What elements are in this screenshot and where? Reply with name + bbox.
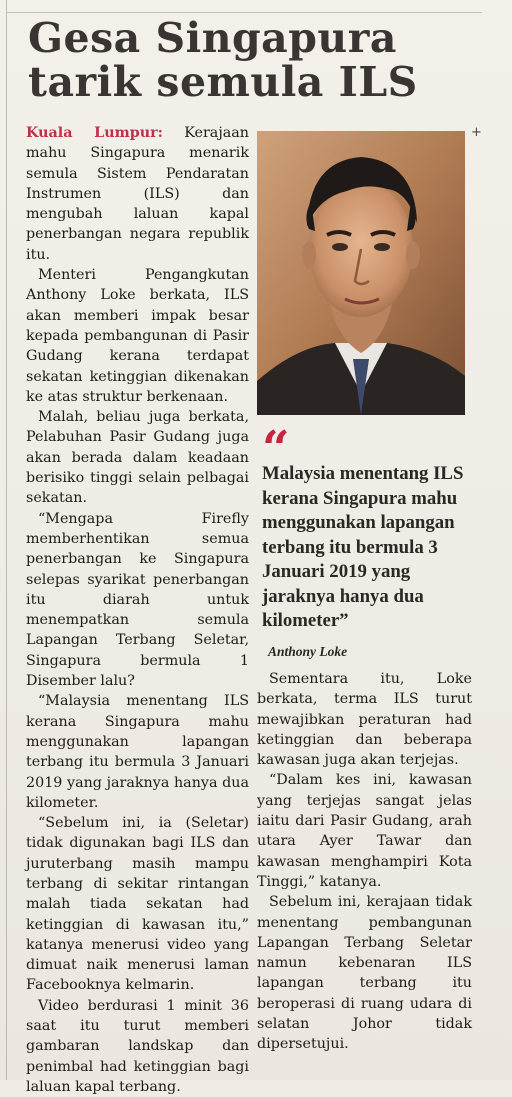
lead-text: Kerajaan mahu Singapura menarik semula Sistem Pendaratan Instrumen (ILS) dan mengubah laluan kapal penerbangan negara republik itu. (26, 125, 250, 263)
pull-quote (262, 421, 472, 660)
quote-mark-icon: “ (262, 421, 290, 477)
article-paragraph: “Malaysia menentang ILS kerana Singapura mahu menggunakan lapangan terbang itu bermula 3 Januari 2019 yang jaraknya hanya dua kilometer. (26, 693, 249, 811)
headline (28, 16, 488, 104)
plus-mark: + (471, 125, 482, 140)
headline-line-2: tarik semula ILS (28, 58, 418, 106)
pull-quote-text: Malaysia menentang ILS kerana Singapura mahu menggunakan lapangan terbang itu bermula 3 Januari 2019 yang jaraknya hanya dua kilometer” (262, 463, 464, 631)
article-paragraph: Malah, beliau juga berkata, Pelabuhan Pasir Gudang juga akan berada dalam keadaan berisiko tinggi selain pelbagai sekatan. (26, 409, 249, 507)
headline-line-1: Gesa Singapura (28, 14, 397, 62)
portrait-photo (257, 131, 465, 415)
article-paragraph: “Dalam kes ini, kawasan yang terjejas sangat jelas iaitu dari Pasir Gudang, arah utara Ayer Tawar dan kawasan menghampiri Kota Tinggi,” katanya. (257, 772, 472, 890)
column-rule (6, 0, 7, 1080)
article-paragraph: “Sebelum ini, ia (Seletar) tidak digunakan bagi ILS dan juruterbang masih mampu terbang di sekitar rintangan malah tiada sekatan had ketinggian di kawasan itu,” katanya menerusi video yang dimuat naik menerusi laman Facebooknya kelmarin. (26, 815, 249, 994)
article-paragraph: Menteri Pengangkutan Anthony Loke berkata, ILS akan memberi impak besar kepada pembangunan di Pasir Gudang kerana terdapat sekatan ketinggian dikenakan ke atas struktur berkenaan. (26, 267, 249, 405)
pull-quote-author: Anthony Loke (268, 643, 348, 659)
article-paragraph: Sementara itu, Loke berkata, terma ILS turut mewajibkan peraturan had ketinggian dan beberapa kawasan juga akan terjejas. (257, 671, 472, 769)
article-paragraph: Sebelum ini, kerajaan tidak menentang pembangunan Lapangan Terbang Seletar namun kebenaran ILS lapangan terbang itu beroperasi di ruang udara di selatan Johor tidak dipersetujui. (257, 894, 472, 1053)
article-left-column (26, 123, 249, 1097)
article-right-column (257, 669, 472, 1055)
article-paragraph (26, 123, 249, 265)
top-divider (6, 12, 482, 13)
article-paragraph: Video berdurasi 1 minit 36 saat itu turut memberi gambaran landskap dan penimbal had ketinggian bagi laluan kapal terbang. (26, 997, 249, 1095)
portrait-illustration (257, 131, 465, 415)
dateline: Kuala Lumpur: (26, 125, 163, 141)
article-paragraph: “Mengapa Firefly memberhentikan semua penerbangan ke Singapura selepas syarikat penerbangan itu diarah untuk menempatkan semula Lapangan Terbang Seletar, Singapura bermula 1 Disember lalu? (26, 510, 249, 690)
